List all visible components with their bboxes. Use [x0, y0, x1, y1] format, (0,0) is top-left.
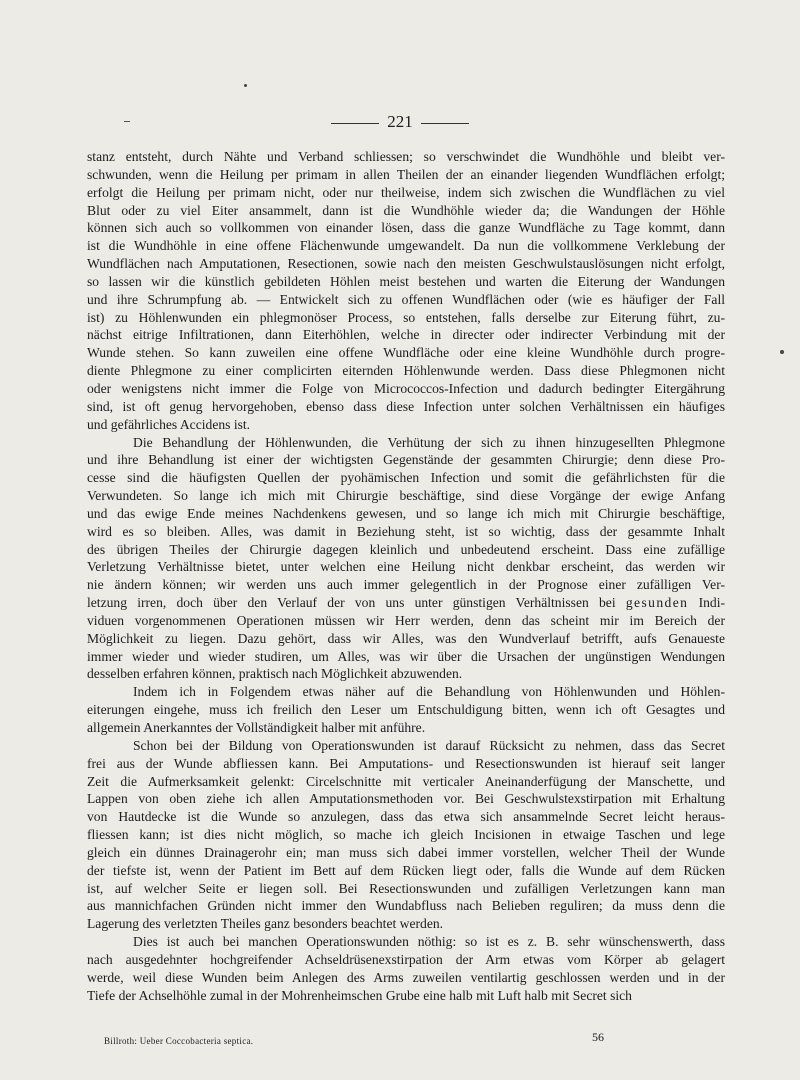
text-line: desselben erfahren können, praktisch nach Möglichkeit abzuwenden.	[87, 666, 463, 682]
page-number-rule-right	[421, 123, 469, 124]
running-title: Billroth: Ueber Coccobacteria septica.	[104, 1036, 254, 1046]
text-line: so lassen wir die künstlich gebildeten Höhlen meist bestehen und warten die Eiterung der Wandungen	[87, 273, 725, 289]
text-line: und ihre Behandlung ist einer der wichtigsten Gegenstände der gesammten Chirurgie; denn diese Pro-	[87, 452, 725, 468]
text-line: nie ändern können; wir werden uns auch immer gelegentlich in der Prognose einer zufälligen Ver-	[87, 577, 725, 593]
emphasis-text: gesunden	[625, 595, 689, 611]
scan-mark	[124, 121, 130, 122]
body-text	[87, 148, 725, 1005]
paragraph	[87, 148, 725, 434]
text-line: diente Phlegmone zu einer complicirten eiternden Höhlenwunde werden. Dass diese Phlegmonen nicht	[87, 363, 725, 379]
text-line: erfolgt die Heilung per primam nicht, oder nur theilweise, indem sich zwischen die Wundflächen zu viel	[87, 184, 725, 200]
text-line: Lagerung des verletzten Theiles ganz besonders beachtet werden.	[87, 916, 444, 932]
text-line: Verwundeten. So lange ich mich mit Chirurgie beschäftige, sind diese Vorgänge der ewige Anfang	[87, 488, 725, 504]
paragraph	[87, 933, 725, 1004]
text-line: werde, weil diese Wunden beim Anlegen des Arms zuweilen ventilartig geschlossen werden und in der	[87, 969, 725, 985]
paragraph	[87, 683, 725, 737]
text-line: nächst eitrige Infiltrationen, dann Eiterhöhlen, welche in directer oder indirecter Verbindung mit der	[87, 327, 725, 343]
text-line: und gefährliches Accidens ist.	[87, 416, 251, 432]
text-line: frei aus der Wunde abfliessen kann. Bei Amputations- und Resectionswunden ist hierauf seit langer	[87, 755, 725, 771]
scan-dot	[244, 84, 247, 87]
text-line: Schon bei der Bildung von Operationswunden ist darauf Rücksicht zu nehmen, dass das Secret	[133, 737, 725, 753]
text-line: schwunden, wenn die Heilung per primam in allen Theilen der an einander liegenden Wundflächen erfolgt;	[87, 166, 725, 182]
page-number-text: 221	[387, 112, 413, 131]
text-line: und das ewige Ende meines Nachdenkens gewesen, und so lange ich mich mit Chirurgie beschäftige,	[87, 505, 725, 521]
text-line: können sich auch so vollkommen von einander lösen, dass die ganze Wundfläche zu Tage kommt, dann	[87, 220, 725, 236]
text-line: des übrigen Theiles der Chirurgie dagegen kleinlich und unbedeutend erscheint. Dass eine zufällige	[87, 541, 725, 557]
text-line: cesse sind die häufigsten Quellen der pyohämischen Infection und somit die gefährlichsten für die	[87, 470, 725, 486]
text-line: Verletzung Verhältnisse bietet, unter welchen eine Heilung nicht denkbar erscheint, das werden wir	[87, 559, 725, 575]
text-line: letzung irren, doch über den Verlauf der von uns unter günstigen Verhältnissen bei gesunden Indi-	[87, 595, 725, 611]
text-line: Tiefe der Achselhöhle zumal in der Mohrenheimschen Grube eine halb mit Luft halb mit Secret sich	[87, 987, 632, 1003]
text-line: eiterungen eingehe, muss ich freilich den Leser um Entschuldigung bitten, wenn ich oft Gesagtes und	[87, 702, 725, 718]
text-line: viduen vorgenommenen Operationen müssen wir Herr werden, denn das scheint mir im Bereich der	[87, 612, 725, 628]
text-line: immer wieder und wieder studiren, um Alles, was wir über die Ursachen der ungünstigen Wendungen	[87, 648, 725, 664]
text-line: nach ausgedehnter hochgreifender Achseldrüsenexstirpation der Arm etwas vom Körper ab gelagert	[87, 951, 725, 967]
page-number	[0, 112, 800, 132]
text-line: Die Behandlung der Höhlenwunden, die Verhütung der sich zu ihnen hinzugesellten Phlegmone	[133, 434, 725, 450]
text-line: oder wenigstens nicht immer die Folge von Micrococcos-Infection und dadurch bedingter Eitergährung	[87, 380, 725, 396]
text-line: Wundflächen nach Amputationen, Resectionen, sowie nach den meisten Geschwulstauslösungen nicht erfolgt,	[87, 256, 725, 272]
text-line: allgemein Anerkanntes der Vollständigkeit halber mit anführe.	[87, 720, 426, 735]
text-line: Indem ich in Folgendem etwas näher auf die Behandlung von Höhlenwunden und Höhlen-	[133, 684, 725, 700]
text-line: wird es so bleiben. Alles, was damit in Beziehung steht, ist so wichtig, dass der gesammte Inhalt	[87, 523, 725, 539]
paragraph	[87, 737, 725, 933]
text-line: von Hautdecke ist die Wunde so anzulegen, dass das etwa sich ansammelnde Secret leicht heraus-	[87, 809, 725, 825]
text-line: ist, auf welcher Seite er liegen soll. Bei Resectionswunden und zufälligen Verletzungen kann man	[87, 880, 725, 896]
text-line: Lappen von oben ziehe ich allen Amputationsmethoden vor. Bei Geschwulstexstirpation mit Erhaltung	[87, 791, 725, 807]
page-number-rule-left	[331, 123, 379, 124]
text-line: der tiefste ist, wenn der Patient im Bett auf dem Rücken liegt oder, falls die Wunde auf dem Rücken	[87, 862, 725, 878]
signature-number: 56	[592, 1030, 604, 1044]
text-line: ist) zu Höhlenwunden ein phlegmonöser Process, so entstehen, falls derselbe zur Eiterung führt, zu-	[87, 309, 725, 325]
text-line: Möglichkeit zu liegen. Dazu gehört, dass wir Alles, was den Wundverlauf betrifft, aufs Genaueste	[87, 630, 725, 646]
text-line: stanz entsteht, durch Nähte und Verband schliessen; so verschwindet die Wundhöhle und bleibt ver-	[87, 149, 725, 164]
text-line: Blut oder zu viel Eiter ansammelt, dann ist die Wundhöhle wieder da; die Wandungen der Höhle	[87, 202, 725, 218]
text-line: Zeit die Aufmerksamkeit gelenkt: Circelschnitte mit verticaler Aneinanderfügung der Manschette, und	[87, 773, 725, 789]
text-line: und ihre Schrumpfung ab. — Entwickelt sich zu offenen Wundflächen oder (wie es häufiger der Fall	[87, 291, 725, 307]
scan-dot	[780, 350, 784, 354]
text-line: aus mannichfachen Gründen nicht immer den Wundabfluss nach Belieben reguliren; da muss denn die	[87, 898, 725, 914]
text-line: gleich ein dünnes Drainagerohr ein; man muss sich dabei immer vorstellen, welcher Theil der Wunde	[87, 844, 725, 860]
paragraph	[87, 434, 725, 684]
text-line: fliessen kann; ist dies nicht möglich, so mache ich gleich Incisionen in etwaige Taschen und lege	[87, 827, 725, 843]
text-line: Wunde stehen. So kann zuweilen eine offene Wundfläche oder eine kleine Wundhöhle durch progre-	[87, 345, 725, 361]
text-line: sind, ist oft genug hervorgehoben, ebenso dass diese Infection unter solchen Verhältnissen ein häufiges	[87, 398, 725, 414]
text-line: Dies ist auch bei manchen Operationswunden nöthig: so ist es z. B. sehr wünschenswerth, dass	[133, 934, 725, 950]
text-line: ist die Wundhöhle in eine offene Flächenwunde umgewandelt. Da nun die vollkommene Verklebung der	[87, 238, 725, 254]
